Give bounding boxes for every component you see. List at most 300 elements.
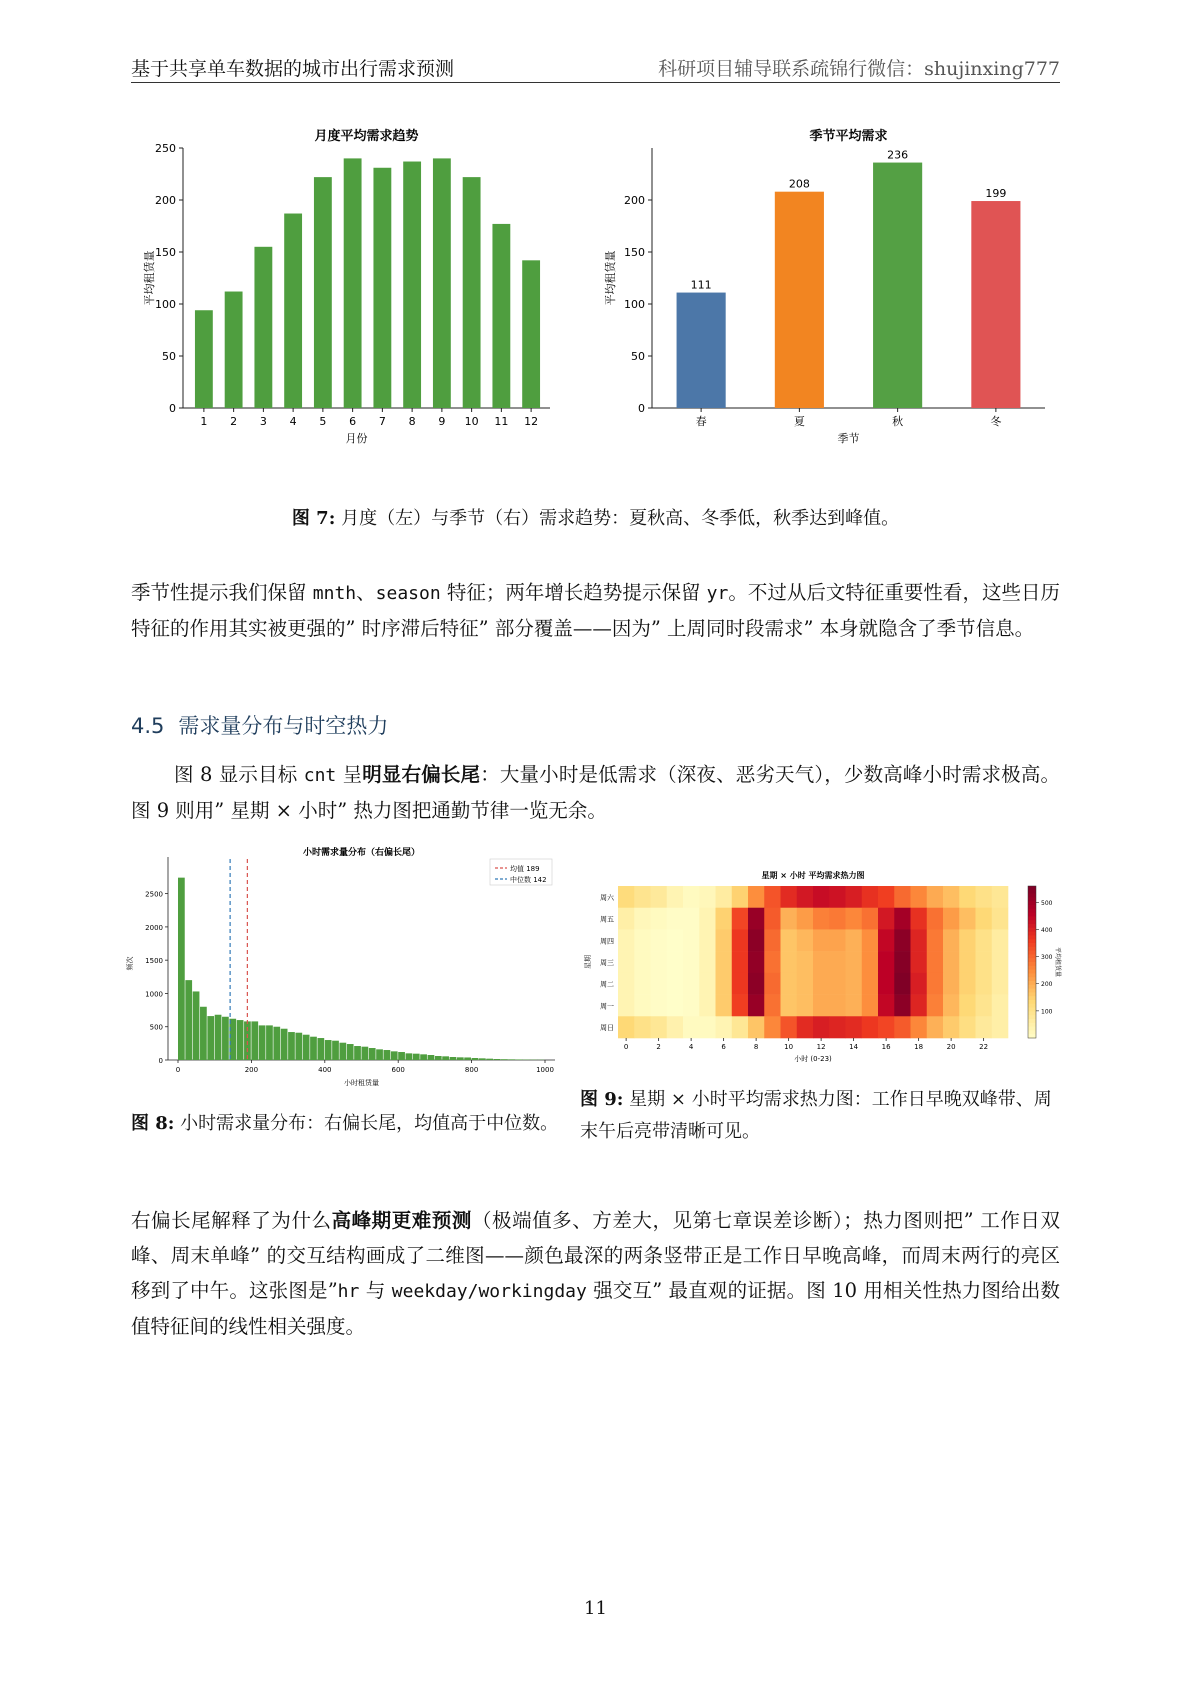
hist-bar: [347, 1044, 354, 1060]
heatmap-cell: [878, 886, 895, 908]
colorbar-tick-label: 400: [1041, 926, 1053, 934]
heatmap-cell: [959, 995, 976, 1017]
season-demand-chart: [600, 130, 1060, 485]
figure-7-text: 月度（左）与季节（右）需求趋势：夏秋高、冬季低，秋季达到峰值。: [341, 508, 900, 529]
para2-text-3: ：大量小时是低需求（深夜、恶劣天气），少数高峰小时需求极高。图 9 则用” 星期 × 小时” 热力图把通勤节律一览无余。: [131, 763, 1060, 822]
bar-month-8: [403, 162, 421, 408]
hist-bar: [494, 1059, 501, 1060]
colorbar-segment: [1028, 1019, 1036, 1023]
heatmap-cell: [634, 951, 651, 973]
hist-bar: [457, 1057, 464, 1060]
colorbar-segment: [1028, 977, 1036, 981]
heatmap-cell: [667, 951, 684, 973]
colorbar-segment: [1028, 909, 1036, 913]
colorbar-segment: [1028, 913, 1036, 917]
row-label: 周六: [600, 893, 614, 902]
heatmap-cell: [943, 951, 960, 973]
heatmap-cell: [748, 929, 765, 951]
y-tick-label: 150: [624, 246, 645, 259]
heatmap-cell: [651, 951, 668, 973]
hourly-histogram-chart: [120, 845, 565, 1085]
heatmap-cell: [748, 995, 765, 1017]
hist-bar: [450, 1057, 457, 1060]
heatmap-cell: [699, 908, 716, 930]
heatmap-cell: [797, 951, 814, 973]
heatmap-cell: [699, 951, 716, 973]
header-title: 基于共享单车数据的城市出行需求预测: [131, 58, 455, 80]
colorbar-segment: [1028, 920, 1036, 924]
colorbar-segment: [1028, 932, 1036, 936]
hist-bar: [508, 1059, 515, 1060]
heatmap-cell: [813, 929, 830, 951]
heatmap-cell: [813, 1016, 830, 1038]
colorbar-segment: [1028, 962, 1036, 966]
heatmap-cell: [846, 886, 863, 908]
para2-text-1: 图 8 显示目标: [174, 763, 304, 786]
bar-month-6: [344, 158, 362, 408]
row-label: 周四: [600, 937, 614, 946]
hist-bar: [237, 1020, 244, 1060]
x-tick-label: 800: [464, 1066, 479, 1074]
y-axis-label: 频次: [126, 956, 134, 971]
x-tick-label: 9: [438, 415, 446, 428]
heatmap-cell: [699, 886, 716, 908]
x-tick-label: 2: [230, 415, 238, 428]
colorbar-tick-label: 100: [1041, 1008, 1053, 1016]
para3-text-4: 强交互” 最直观的证据。图 10 用相关性热力图给出数值特征间的线性相关强度。: [131, 1279, 1060, 1338]
hist-bar: [339, 1043, 346, 1060]
x-tick-label: 冬: [990, 415, 1002, 428]
x-tick-label: 18: [914, 1043, 924, 1051]
heatmap-cell: [797, 886, 814, 908]
figure-9-label: 图 9:: [580, 1089, 624, 1110]
bar-month-5: [314, 177, 332, 408]
heatmap-cell: [651, 1016, 668, 1038]
colorbar-label: 平均租赁量: [1054, 946, 1061, 978]
heatmap-cell: [878, 951, 895, 973]
x-tick-label: 8: [753, 1043, 759, 1051]
heatmap-cell: [748, 951, 765, 973]
x-tick-label: 6: [721, 1043, 726, 1051]
colorbar-segment: [1028, 996, 1036, 1000]
hist-bar: [516, 1059, 523, 1060]
heatmap-cell: [748, 908, 765, 930]
colorbar-segment: [1028, 973, 1036, 977]
para2-code-cnt: cnt: [303, 765, 337, 786]
figure-7-label: 图 7:: [291, 508, 336, 529]
hist-bar: [251, 1021, 258, 1060]
heatmap-cell: [748, 886, 765, 908]
hist-bar: [420, 1054, 427, 1060]
heatmap-cell: [878, 929, 895, 951]
bar-season-2: [873, 163, 922, 408]
heatmap-cell: [927, 929, 944, 951]
heatmap-cell: [829, 973, 846, 995]
heatmap-cell: [992, 886, 1009, 908]
heatmap-cell: [992, 1016, 1009, 1038]
hist-bar: [354, 1046, 361, 1060]
figure-9-caption: [580, 1084, 1060, 1148]
heatmap-cell: [781, 908, 798, 930]
row-label: 周二: [600, 980, 614, 989]
x-tick-label: 4: [688, 1043, 694, 1051]
hist-bar: [486, 1059, 493, 1060]
figure-7-caption: [131, 503, 1060, 535]
heatmap-cell: [959, 886, 976, 908]
chart-title: 星期 × 小时 平均需求热力图: [761, 871, 865, 880]
colorbar-segment: [1028, 947, 1036, 951]
heatmap-cell: [927, 995, 944, 1017]
y-tick-label: 50: [162, 350, 176, 363]
hist-bar: [332, 1041, 339, 1060]
hist-bar: [259, 1025, 266, 1060]
colorbar-segment: [1028, 939, 1036, 943]
hist-bar: [222, 1017, 229, 1060]
y-axis-label: 平均租赁量: [604, 250, 617, 306]
figure-8-label: 图 8:: [131, 1113, 175, 1134]
heatmap-cell: [911, 908, 928, 930]
y-tick-label: 2000: [145, 923, 163, 932]
heatmap-cell: [894, 951, 911, 973]
bar-month-12: [522, 260, 540, 408]
chart-title: 季节平均需求: [809, 129, 888, 144]
heatmap-cell: [976, 929, 993, 951]
heatmap-cell: [911, 951, 928, 973]
heatmap-cell: [959, 973, 976, 995]
heatmap-cell: [651, 908, 668, 930]
heatmap-cell: [959, 929, 976, 951]
colorbar-segment: [1028, 985, 1036, 989]
heatmap-cell: [683, 995, 700, 1017]
data-label: 111: [690, 278, 712, 292]
heatmap-cell: [797, 995, 814, 1017]
colorbar-segment: [1028, 989, 1036, 993]
heatmap-cell: [894, 1016, 911, 1038]
para3-text-2: （极端值多、方差大，见第七章误差诊断）；热力图则把” 工作日双峰、周末单峰” 的交互结构画成了二维图——颜色最深的两条竖带正是工作日早晚高峰，而周末两行的亮区移到了中午。这张图是”: [131, 1209, 1060, 1302]
heatmap-cell: [634, 908, 651, 930]
bar-month-2: [225, 292, 243, 408]
bar-month-1: [195, 310, 213, 408]
heatmap-cell: [829, 995, 846, 1017]
bar-month-9: [433, 158, 451, 408]
colorbar-tick-label: 200: [1041, 981, 1053, 989]
x-tick-label: 0: [175, 1066, 181, 1074]
heatmap-cell: [878, 1016, 895, 1038]
heatmap-cell: [813, 908, 830, 930]
heatmap-cell: [943, 995, 960, 1017]
heatmap-cell: [927, 951, 944, 973]
heatmap-cell: [862, 908, 879, 930]
heatmap-cell: [943, 1016, 960, 1038]
heatmap-cell: [878, 995, 895, 1017]
colorbar-segment: [1028, 954, 1036, 958]
heatmap-cell: [732, 886, 749, 908]
x-axis-label: 季节: [837, 432, 860, 445]
heatmap-cell: [716, 1016, 733, 1038]
colorbar-segment: [1028, 1000, 1036, 1004]
row-label: 周五: [600, 915, 614, 924]
heatmap-cell: [667, 973, 684, 995]
y-tick-label: 500: [149, 1023, 163, 1032]
x-tick-label: 600: [391, 1066, 405, 1074]
heatmap-cell: [683, 929, 700, 951]
hist-bar: [391, 1051, 398, 1060]
heatmap-cell: [846, 1016, 863, 1038]
heatmap-cell: [797, 908, 814, 930]
hist-bar: [288, 1032, 295, 1060]
heatmap-cell: [651, 929, 668, 951]
heatmap-cell: [862, 973, 879, 995]
x-tick-label: 12: [524, 415, 539, 428]
hist-bar: [266, 1025, 273, 1060]
y-tick-label: 1500: [145, 957, 163, 966]
hist-bar: [281, 1029, 288, 1060]
colorbar-segment: [1028, 905, 1036, 909]
colorbar-segment: [1028, 1008, 1036, 1012]
heatmap-cell: [716, 951, 733, 973]
page-number: 11: [584, 1598, 607, 1619]
heatmap-cell: [732, 973, 749, 995]
heatmap-cell: [894, 886, 911, 908]
bar-season-0: [677, 293, 726, 408]
colorbar-segment: [1028, 943, 1036, 947]
hist-bar: [369, 1048, 376, 1060]
row-label: 周三: [600, 959, 614, 967]
bar-month-7: [373, 168, 391, 408]
row-label: 周一: [600, 1002, 614, 1011]
hist-bar: [435, 1056, 442, 1060]
para3-code-weekday: weekday/workingday: [391, 1281, 587, 1302]
x-tick-label: 400: [318, 1066, 332, 1074]
section-heading: [131, 710, 388, 740]
heatmap-cell: [976, 908, 993, 930]
bar-month-10: [463, 177, 481, 408]
heatmap-cell: [764, 951, 781, 973]
colorbar-segment: [1028, 1027, 1036, 1031]
hist-bar: [376, 1049, 383, 1060]
hist-bar: [428, 1055, 435, 1060]
hist-bar: [317, 1038, 324, 1060]
heatmap-cell: [797, 1016, 814, 1038]
heatmap-cell: [943, 886, 960, 908]
para1-code-yr: yr: [706, 583, 729, 604]
para1-text-2: 、: [356, 581, 376, 604]
heatmap-cell: [634, 995, 651, 1017]
heatmap-cell: [618, 1016, 635, 1038]
heatmap-cell: [716, 929, 733, 951]
y-tick-label: 0: [169, 402, 176, 415]
para1-text-3: 特征；两年增长趋势提示保留: [440, 581, 707, 604]
hist-bar: [406, 1053, 413, 1060]
data-label: 208: [788, 177, 810, 191]
x-tick-label: 秋: [892, 415, 904, 428]
heatmap-cell: [634, 929, 651, 951]
figure-8-text: 小时需求量分布：右偏长尾，均值高于中位数。: [180, 1113, 559, 1134]
chart-title: 小时需求量分布（右偏长尾）: [302, 848, 421, 858]
heatmap-cell: [829, 886, 846, 908]
heatmap-cell: [911, 929, 928, 951]
heatmap-cell: [911, 886, 928, 908]
colorbar-segment: [1028, 981, 1036, 985]
heatmap-cell: [976, 973, 993, 995]
x-tick-label: 10: [784, 1043, 794, 1051]
heatmap-cell: [651, 995, 668, 1017]
heatmap-cell: [846, 995, 863, 1017]
y-tick-label: 200: [155, 194, 176, 207]
heatmap-cell: [927, 973, 944, 995]
running-header: [131, 52, 1060, 83]
hist-bar: [193, 991, 200, 1060]
heatmap-cell: [781, 951, 798, 973]
x-tick-label: 6: [349, 415, 357, 428]
heatmap-cell: [781, 995, 798, 1017]
hist-bar: [479, 1058, 486, 1060]
heatmap-cell: [618, 973, 635, 995]
section-title: 需求量分布与时空热力: [178, 714, 389, 738]
colorbar-segment: [1028, 924, 1036, 928]
heatmap-cell: [732, 929, 749, 951]
x-tick-label: 夏: [793, 415, 805, 428]
heatmap-cell: [927, 1016, 944, 1038]
x-axis-label: 月份: [345, 432, 368, 445]
bar-month-4: [284, 214, 302, 408]
heatmap-cell: [683, 951, 700, 973]
x-tick-label: 春: [695, 415, 707, 428]
heatmap-cell: [667, 1016, 684, 1038]
heatmap-cell: [618, 929, 635, 951]
hist-bar: [325, 1040, 332, 1060]
legend-label: 均值 189: [510, 865, 540, 873]
y-axis-label: 平均租赁量: [143, 250, 156, 306]
heatmap-cell: [732, 995, 749, 1017]
x-tick-label: 22: [979, 1043, 989, 1051]
heatmap-cell: [764, 973, 781, 995]
heatmap-cell: [797, 929, 814, 951]
y-tick-label: 0: [638, 402, 645, 415]
x-axis-label: 小时租赁量: [344, 1079, 379, 1087]
x-tick-label: 0: [623, 1043, 629, 1051]
heatmap-cell: [862, 929, 879, 951]
hist-bar: [295, 1033, 302, 1060]
colorbar-segment: [1028, 890, 1036, 894]
heatmap-cell: [927, 886, 944, 908]
hist-bar: [413, 1054, 420, 1060]
heatmap-cell: [764, 995, 781, 1017]
colorbar-segment: [1028, 1023, 1036, 1027]
colorbar-segment: [1028, 966, 1036, 970]
x-tick-label: 1000: [536, 1066, 554, 1074]
heatmap-cell: [911, 973, 928, 995]
heatmap-cell: [732, 1016, 749, 1038]
heatmap-cell: [862, 995, 879, 1017]
heatmap-cell: [894, 973, 911, 995]
para3-text-3: 与: [359, 1279, 392, 1302]
heatmap-cell: [667, 929, 684, 951]
heatmap-cell: [634, 1016, 651, 1038]
heatmap-cell: [781, 973, 798, 995]
para3-code-hr: hr: [337, 1281, 360, 1302]
heatmap-cell: [634, 886, 651, 908]
y-axis-label: 星期: [584, 955, 592, 969]
para1-code-season: season: [375, 583, 441, 604]
hist-bar: [501, 1059, 508, 1060]
heatmap-cell: [699, 995, 716, 1017]
heatmap-cell: [976, 995, 993, 1017]
heatmap-cell: [716, 886, 733, 908]
heatmap-cell: [829, 951, 846, 973]
hist-bar: [215, 1015, 222, 1060]
heatmap-cell: [992, 929, 1009, 951]
heatmap-cell: [781, 886, 798, 908]
hist-bar: [229, 1019, 236, 1060]
heatmap-cell: [976, 1016, 993, 1038]
para1-text-1: 季节性提示我们保留: [131, 581, 313, 604]
monthly-demand-chart: [145, 130, 585, 485]
para1-text-4: 。不过从后文特征重要性看，这些日历特征的作用其实被更强的” 时序滞后特征” 部分覆盖——因为” 上周同时段需求” 本身就隐含了季节信息。: [131, 581, 1060, 640]
bar-month-11: [492, 224, 510, 408]
y-tick-label: 0: [158, 1057, 163, 1065]
bar-month-3: [254, 247, 272, 408]
heatmap-cell: [862, 1016, 879, 1038]
heatmap-cell: [732, 908, 749, 930]
hist-bar: [398, 1052, 405, 1060]
heatmap-cell: [699, 973, 716, 995]
heatmap-cell: [878, 973, 895, 995]
heatmap-cell: [829, 908, 846, 930]
heatmap-cell: [846, 908, 863, 930]
heatmap-cell: [618, 886, 635, 908]
header-contact: 科研项目辅导联系疏锦行微信：shujinxing777: [658, 58, 1060, 80]
heatmap-cell: [683, 1016, 700, 1038]
heatmap-cell: [667, 886, 684, 908]
colorbar-segment: [1028, 897, 1036, 901]
heatmap-cell: [716, 995, 733, 1017]
paragraph-1: [131, 575, 1060, 646]
heatmap-cell: [651, 973, 668, 995]
para2-emphasis: 明显右偏长尾: [362, 763, 481, 786]
colorbar-segment: [1028, 958, 1036, 962]
para1-code-mnth: mnth: [312, 583, 357, 604]
y-tick-label: 150: [155, 246, 176, 259]
x-tick-label: 20: [946, 1043, 956, 1051]
hist-bar: [207, 1016, 214, 1060]
colorbar-segment: [1028, 951, 1036, 955]
heatmap-cell: [748, 1016, 765, 1038]
hist-bar: [464, 1057, 471, 1060]
x-tick-label: 14: [849, 1043, 859, 1051]
y-tick-label: 100: [624, 298, 645, 311]
heatmap-cell: [894, 995, 911, 1017]
para3-emphasis: 高峰期更难预测: [331, 1209, 472, 1232]
heatmap-cell: [911, 1016, 928, 1038]
x-tick-label: 1: [200, 415, 208, 428]
colorbar-segment: [1028, 1030, 1036, 1034]
data-label: 199: [985, 187, 1007, 201]
heatmap-cell: [813, 995, 830, 1017]
heatmap-cell: [683, 908, 700, 930]
heatmap-cell: [862, 951, 879, 973]
hist-bar: [200, 1007, 207, 1060]
heatmap-cell: [618, 908, 635, 930]
y-tick-label: 50: [631, 350, 645, 363]
hist-bar: [384, 1050, 391, 1060]
heatmap-cell: [992, 973, 1009, 995]
heatmap-cell: [927, 908, 944, 930]
weekday-hour-heatmap: [580, 868, 1060, 1068]
colorbar-segment: [1028, 935, 1036, 939]
y-tick-label: 200: [624, 194, 645, 207]
heatmap-cell: [894, 908, 911, 930]
